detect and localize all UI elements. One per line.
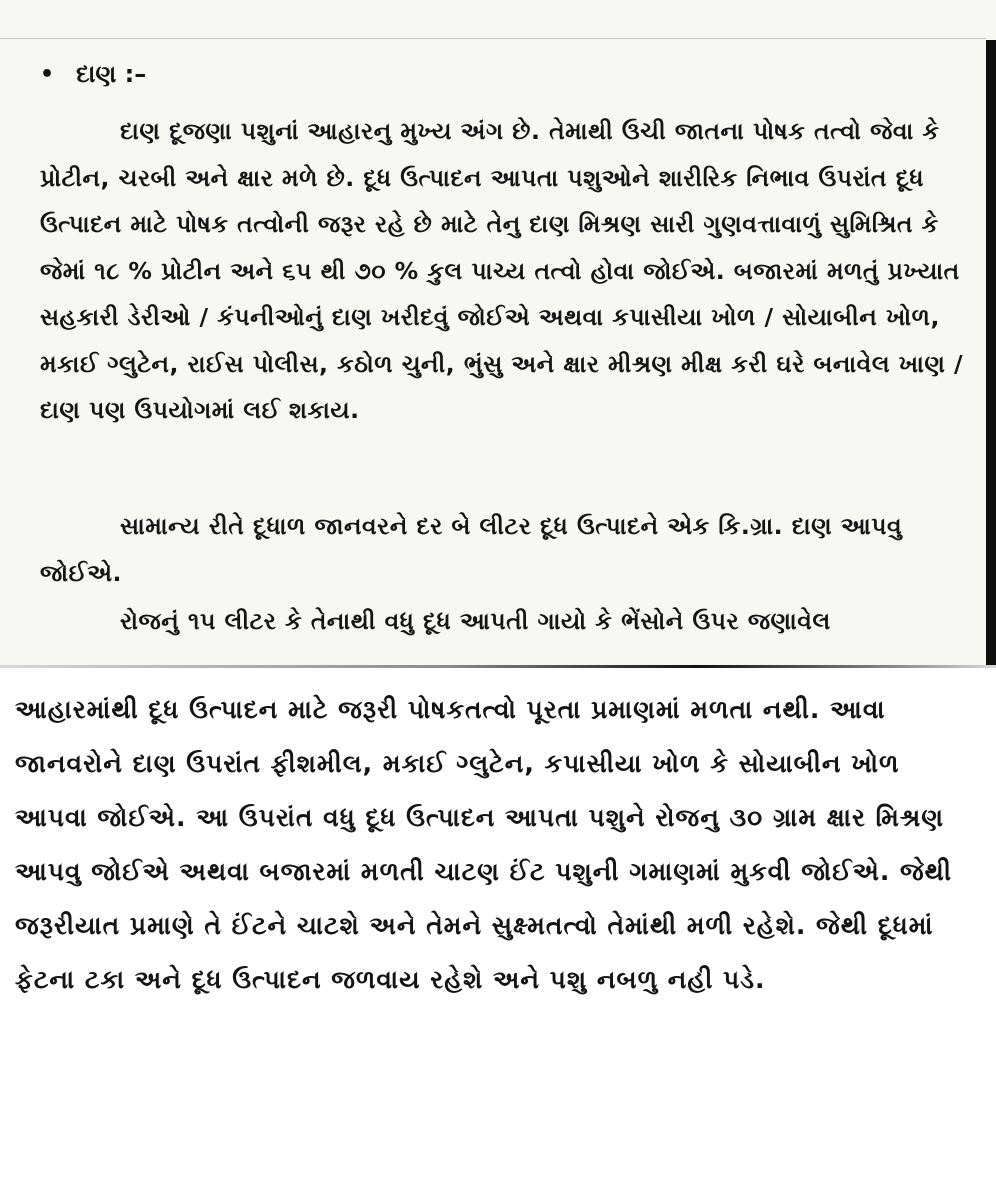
paragraph-high-yield-continued: આહારમાંથી દૂધ ઉત્પાદન માટે જરૂરી પોષકતત્વો પૂરતા પ્રમાણમાં મળતા નથી. આવા જાનવરોને દાણ ઉપરાંત ફીશમીલ, મકાઈ ગ્લુટેન, કપાસીયા ખોળ કે સોયાબીન ખોળ આપવા જોઈએ. આ ઉપરાંત વધુ દૂધ ઉત્પાદન આપતા પશુને રોજનુ ૩૦ ગ્રામ ક્ષાર મિશ્રણ આપવુ જોઈએ અથવા બજારમાં મળતી ચાટણ ઈંટ પશુની ગમાણમાં મુકવી જોઈએ. જેથી જરૂરીયાત પ્રમાણે તે ઈંટને ચાટશે અને તેમને સુક્ષ્મતત્વો તેમાંથી મળી રહેશે. જેથી દૂધમાં ફેટના ટકા અને દૂધ ઉત્પાદન જળવાય રહેશે અને પશુ નબળુ નહી પડે.: [15, 695, 952, 994]
scan-edge-shadow: [986, 40, 996, 668]
page-tear-line: [0, 665, 996, 668]
paragraph-feed-quantity: સામાન્ય રીતે દૂધાળ જાનવરને દર બે લીટર દૂધ ઉત્પાદને એક કિ.ગ્રા. દાણ આપવુ જોઈએ.: [40, 512, 903, 587]
section-heading: [40, 60, 146, 88]
bullet-icon: •: [40, 61, 55, 87]
section-title: દાણ :–: [76, 60, 147, 88]
paragraph-high-yield-start: રોજનું ૧૫ લીટર કે તેનાથી વધુ દૂધ આપતી ગાયો કે ભેંસોને ઉપર જણાવેલ: [120, 607, 831, 635]
page-top-rule: [0, 38, 986, 39]
paragraph-feed-intro: દાણ દૂજણા પશુનાં આહારનુ મુખ્ય અંગ છે. તેમાથી ઉચી જાતના પોષક તત્વો જેવા કે પ્રોટીન, ચરબી અને ક્ષાર મળે છે. દૂધ ઉત્પાદન આપતા પશુઓને શારીરિક નિભાવ ઉપરાંત દૂધ ઉત્પાદન માટે પોષક તત્વોની જરૂર રહે છે માટે તેનુ દાણ મિશ્રણ સારી ગુણવત્તાવાળું સુમિશ્રિત કે જેમાં ૧૮ % પ્રોટીન અને ૬૫ થી ૭૦ % કુલ પાચ્ય તત્વો હોવા જોઈએ. બજારમાં મળતું પ્રખ્યાત સહકારી ડેરીઓ / કંપનીઓનું દાણ ખરીદવું જોઈએ અથવા કપાસીયા ખોળ / સોયાબીન ખોળ, મકાઈ ગ્લુટેન, રાઈસ પોલીસ, કઠોળ ચુની, ભુંસુ અને ક્ષાર મીશ્રણ મીક્ષ કરી ઘરે બનાવેલ ખાણ / દાણ પણ ઉપયોગમાં લઈ શકાય.: [40, 117, 964, 424]
